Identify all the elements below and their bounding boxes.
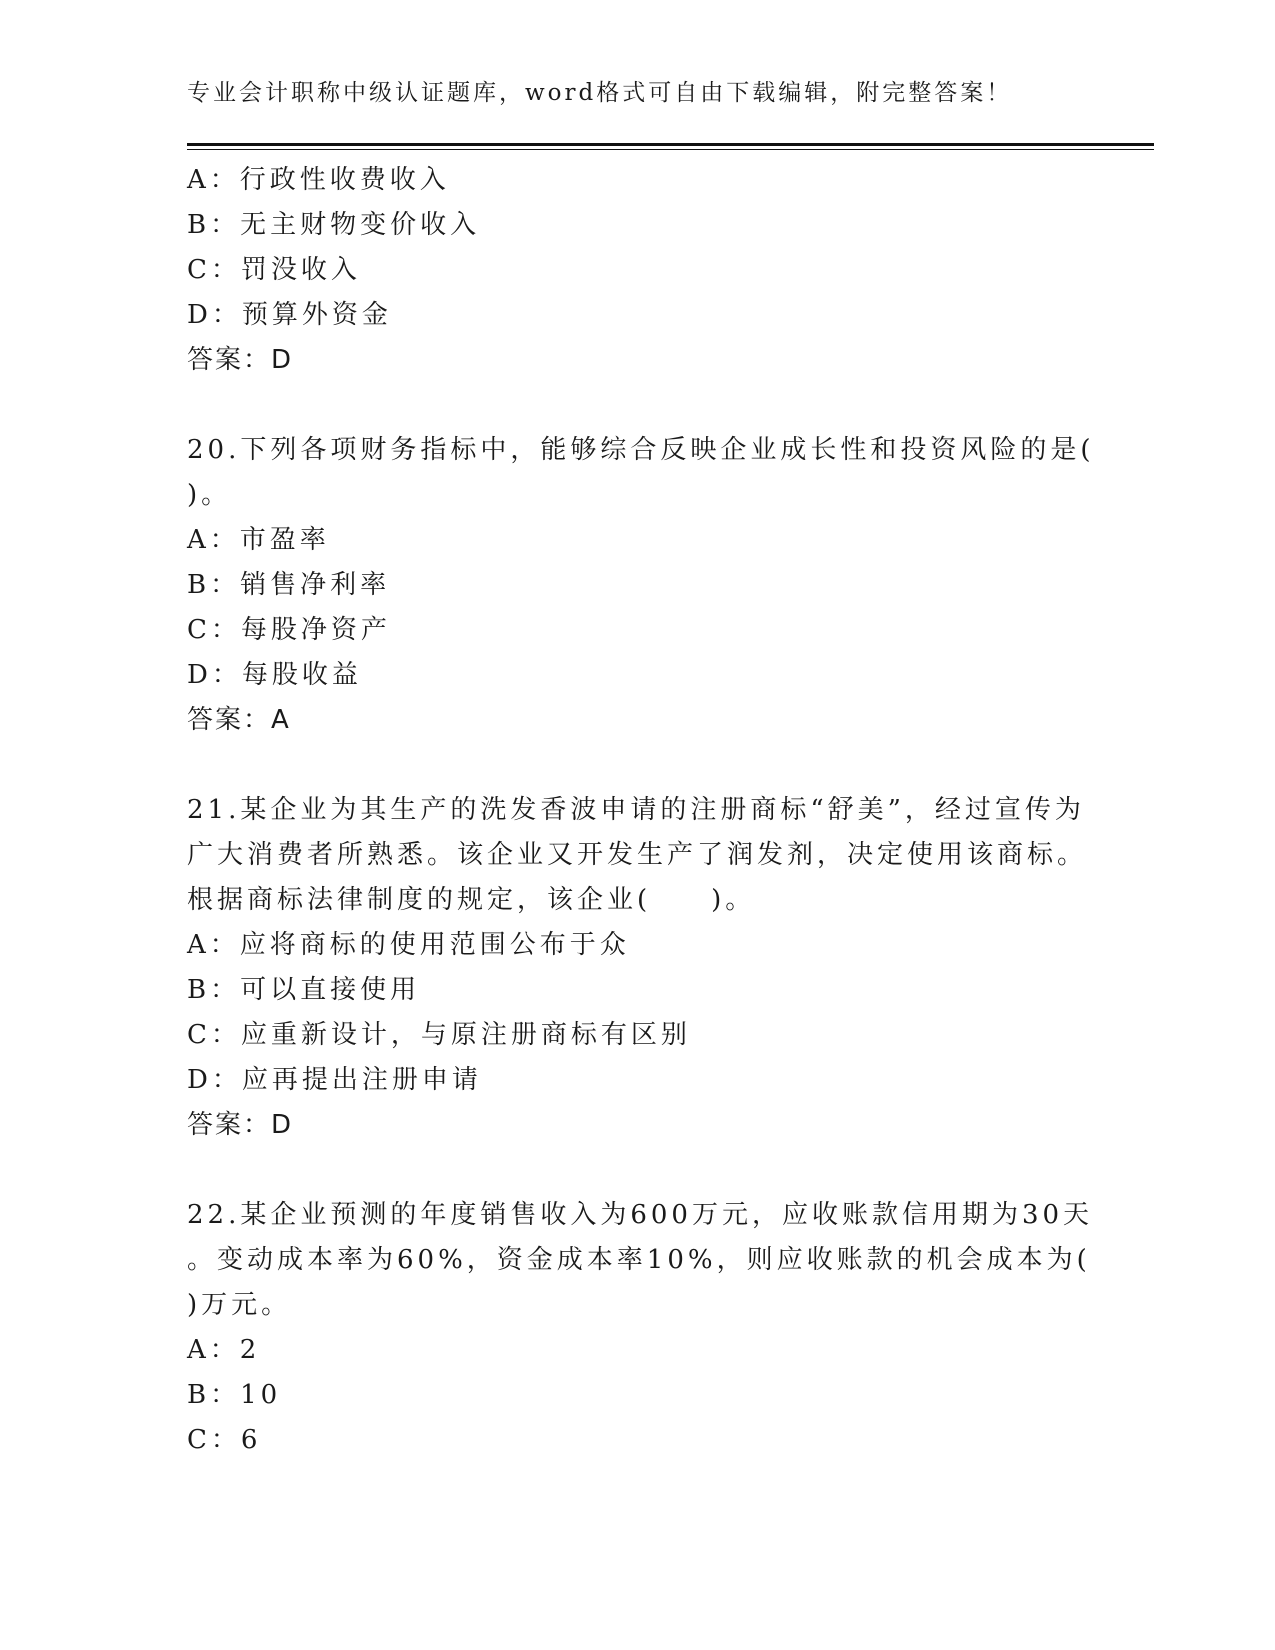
option-c: C：应重新设计，与原注册商标有区别 [187,1020,691,1050]
answer-line: 答案：A [187,705,291,735]
question-text-line: 。变动成本率为60%，资金成本率10%，则应收账款的机会成本为( [187,1245,1091,1275]
option-b: B：销售净利率 [187,570,391,600]
question-block-20 [187,428,1095,743]
spacer [187,383,1087,428]
option-b: B：无主财物变价收入 [187,210,481,240]
question-text-line: 广大消费者所熟悉。该企业又开发生产了润发剂，决定使用该商标。 [187,840,1088,870]
header-divider-thin [187,149,1154,150]
question-text-line: 22.某企业预测的年度销售收入为600万元，应收账款信用期为30天 [187,1200,1094,1230]
option-d: D：应再提出注册申请 [187,1065,482,1095]
answer-line: 答案：D [187,1110,294,1140]
question-block-22 [187,1193,1094,1463]
option-a: A：应将商标的使用范围公布于众 [187,930,630,960]
question-text-line: 21.某企业为其生产的洗发香波申请的注册商标“舒美”，经过宣传为 [187,795,1085,825]
option-b: B：10 [187,1380,282,1410]
option-c: C：6 [187,1425,262,1455]
option-a: A：市盈率 [187,525,330,555]
question-block-21 [187,788,1087,1148]
header-divider [187,143,1154,146]
option-d: D：预算外资金 [187,300,392,330]
question-text-line: )。 [187,480,232,510]
option-a: A：行政性收费收入 [187,165,450,195]
option-d: D：每股收益 [187,660,362,690]
option-c: C：罚没收入 [187,255,361,285]
option-a: A：2 [187,1335,261,1365]
question-content [187,158,1095,1463]
answer-line: 答案：D [187,345,294,375]
option-b: B：可以直接使用 [187,975,421,1005]
spacer [187,743,1087,788]
question-block-19 [187,158,1087,383]
question-text-line: 20.下列各项财务指标中，能够综合反映企业成长性和投资风险的是( [187,435,1095,465]
page-header: 专业会计职称中级认证题库，word格式可自由下载编辑，附完整答案！ [187,80,1013,106]
question-text-line: 根据商标法律制度的规定，该企业( )。 [187,885,756,915]
option-c: C：每股净资产 [187,615,391,645]
spacer [187,1148,1087,1193]
question-text-line: )万元。 [187,1290,292,1320]
